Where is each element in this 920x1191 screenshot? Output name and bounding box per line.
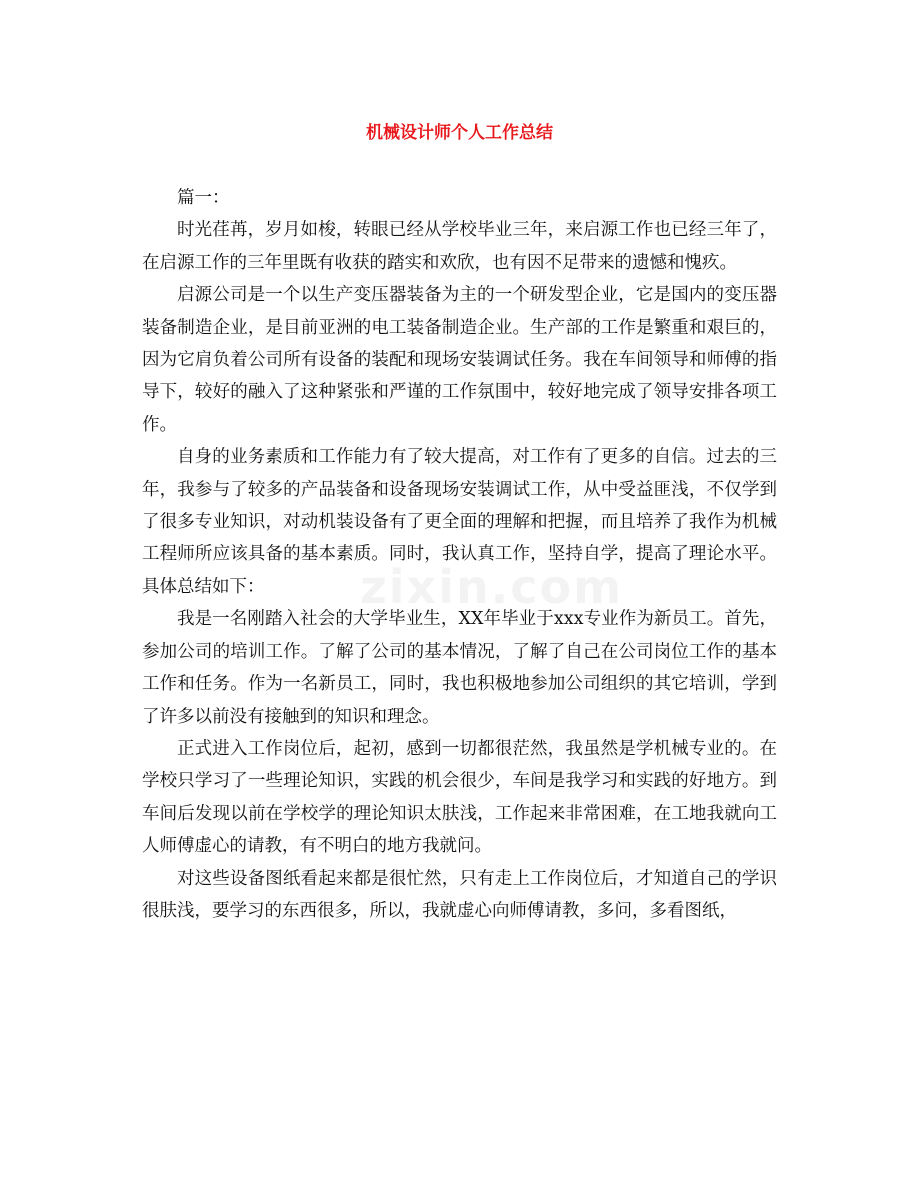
document-title: 机械设计师个人工作总结 [366,123,553,143]
paragraph: 自身的业务素质和工作能力有了较大提高，对工作有了更多的自信。过去的三年，我参与了较多的产品装备和设备现场安装调试工作，从中受益匪浅，不仅学到了很多专业知识，对动机装设备有了更全面的理解和把握，而且培养了我作为机械工程师所应该具备的基本素质。同时，我认真工作，坚持自学，提高了理论水平。具体总结如下： [142,447,777,597]
paragraph: 正式进入工作岗位后，起初，感到一切都很茫然，我虽然是学机械专业的。在学校只学习了一些理论知识，实践的机会很少，车间是我学习和实践的好地方。到车间后发现以前在学校学的理论知识太肤浅，工作起来非常困难，在工地我就向工人师傅虚心的请教，有不明白的地方我就问。 [142,738,777,857]
paragraph: 启源公司是一个以生产变压器装备为主的一个研发型企业，它是国内的变压器装备制造企业，是目前亚洲的电工装备制造企业。生产部的工作是繁重和艰巨的，因为它肩负着公司所有设备的装配和现场安装调试任务。我在车间领导和师傅的指导下，较好的融入了这种紧张和严谨的工作氛围中，较好地完成了领导安排各项工作。 [142,285,777,435]
paragraph: 我是一名刚踏入社会的大学毕业生，XX年毕业于xxx专业作为新员工。首先，参加公司的培训工作。了解了公司的基本情况，了解了自己在公司岗位工作的基本工作和任务。作为一名新员工，同时，我也积极地参加公司组织的其它培训，学到了许多以前没有接触到的知识和理念。 [142,609,777,727]
document-body [142,182,777,927]
paragraph-heading: 篇一： [177,188,230,208]
paragraph: 时光荏苒，岁月如梭，转眼已经从学校毕业三年，来启源工作也已经三年了，在启源工作的三年里既有收获的踏实和欢欣，也有因不足带来的遗憾和愧疚。 [142,220,777,273]
paragraph: 对这些设备图纸看起来都是很忙然，只有走上工作岗位后，才知道自己的学识很肤浅，要学习的东西很多，所以，我就虚心向师傅请教，多问，多看图纸， [142,868,777,921]
